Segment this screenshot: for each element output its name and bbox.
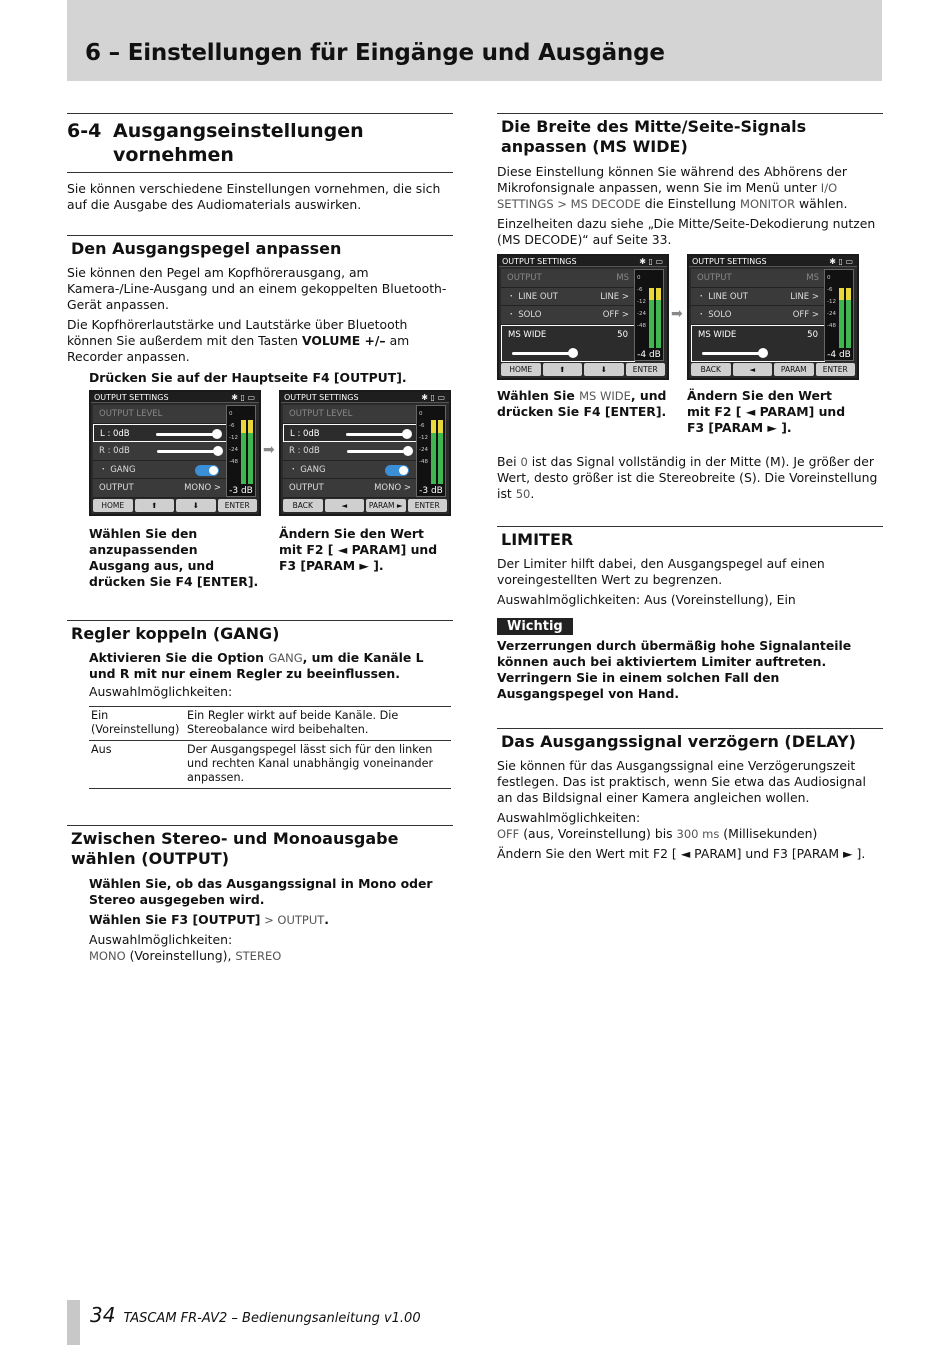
caption-change-ms-value: Ändern Sie den Wert mit F2 [ ◄ PARAM] und F3 [PARAM ► ]. <box>687 388 846 435</box>
caption-select-output: Wählen Sie den anzupassenden Ausgang aus, und drücken Sie F4 [ENTER]. <box>89 526 259 589</box>
arrow-right-icon: ➡ <box>671 306 683 322</box>
delay-options-label: Auswahlmöglichkeiten: <box>497 810 641 825</box>
step-output: Drücken Sie auf der Hauptseite F4 [OUTPUT]. <box>89 370 407 385</box>
level-text-2: Die Kopfhörerlautstärke und Lautstärke über Bluetooth können Sie außerdem mit den Tasten VOLUME +/– am Recorder anpassen. <box>67 317 410 364</box>
output-text-1: Wählen Sie, ob das Ausgangssignal in Mono oder Stereo ausgegeben wird. <box>89 876 433 907</box>
output-text-2: Wählen Sie F3 [OUTPUT] > OUTPUT. <box>89 912 329 927</box>
level-meter: 0 -6 -12 -24 -48 -3 dB <box>226 405 256 497</box>
footer-bar <box>67 1300 80 1345</box>
limiter-text-1: Der Limiter hilft dabei, den Ausgangspegel auf einen voreingestellten Wert zu begrenzen. <box>497 556 825 587</box>
table-row: Ein (Voreinstellung) Ein Regler wirkt auf beide Kanäle. Die Stereobalance wird beibehalten. <box>89 707 451 741</box>
gang-options-label: Auswahlmöglichkeiten: <box>89 684 233 699</box>
device-screen-ms-wide-param: OUTPUT SETTINGS ✱ ▯ ▭ OUTPUT MS ・ LINE OUT LINE > ・ SOLO OFF > MS WIDE 50 0 -6 -12 -24 -48 -4 dB BACK ◄ PARAM ENTER <box>687 254 859 380</box>
section-title: 6-4 Ausgangseinstellungen vornehmen <box>67 120 364 166</box>
ms-text-2: Einzelheiten dazu siehe „Die Mitte/Seite-Dekodierung nutzen (MS DECODE)“ auf Seite 33. <box>497 216 876 247</box>
heading-ms-wide: Die Breite des Mitte/Seite-Signals anpassen (MS WIDE) <box>501 117 807 156</box>
delay-text-2: Ändern Sie den Wert mit F2 [ ◄ PARAM] und F3 [PARAM ► ]. <box>497 846 866 861</box>
right-column <box>497 113 883 862</box>
level-meter: 0 -6 -12 -24 -48 -4 dB <box>634 269 664 361</box>
screenshot-pair-level <box>67 390 453 516</box>
chapter-title: 6 – Einstellungen für Eingänge und Ausgänge <box>85 40 665 66</box>
heading-output: Zwischen Stereo- und Monoausgabe wählen (OUTPUT) <box>71 829 399 868</box>
level-text-1: Sie können den Pegel am Kopfhörerausgang, am Kamera-/Line-Ausgang und an einem gekoppelten Bluetooth-Gerät anpassen. <box>67 265 447 312</box>
intro-text: Sie können verschiedene Einstellungen vornehmen, die sich auf die Ausgabe des Audiomaterials auswirken. <box>67 181 441 212</box>
device-screen-output-level: OUTPUT SETTINGS ✱ ▯ ▭ OUTPUT LEVEL L : 0dB R : 0dB ・ GANG OUTPUT MONO > 0 -6 -12 -24 -48 -3 dB HOME ⬆ ⬇ ENTER <box>89 390 261 516</box>
heading-gang: Regler koppeln (GANG) <box>71 624 280 643</box>
arrow-right-icon: ➡ <box>263 442 275 458</box>
heading-level: Den Ausgangspegel anpassen <box>71 239 342 258</box>
heading-delay: Das Ausgangssignal verzögern (DELAY) <box>501 732 856 751</box>
delay-text-1: Sie können für das Ausgangssignal eine Verzögerungszeit festlegen. Das ist praktisch, wenn Sie etwa das Audiosignal an das Bildsignal einer Kamera angleichen wollen. <box>497 758 866 805</box>
level-meter: 0 -6 -12 -24 -48 -4 dB <box>824 269 854 361</box>
gang-options-table <box>89 706 451 789</box>
limiter-warning: Verzerrungen durch übermäßig hohe Signalanteile können auch bei aktiviertem Limiter auftreten. Verringern Sie in einem solchen Fall den Ausgangspegel von Hand. <box>497 638 852 701</box>
device-screen-ms-wide: OUTPUT SETTINGS ✱ ▯ ▭ OUTPUT MS ・ LINE OUT LINE > ・ SOLO OFF > MS WIDE 50 0 -6 -12 -24 -48 -4 dB HOME ⬆ ⬇ ENTER <box>497 254 669 380</box>
chapter-header <box>67 0 882 81</box>
device-screen-output-level-param: OUTPUT SETTINGS ✱ ▯ ▭ OUTPUT LEVEL L : 0dB R : 0dB ・ GANG OUTPUT MONO > 0 -6 -12 -24 -48 -3 dB BACK ◄ PARAM ► ENTER <box>279 390 451 516</box>
delay-options: OFF (aus, Voreinstellung) bis 300 ms (Millisekunden) <box>497 826 818 841</box>
footer-text: TASCAM FR-AV2 – Bedienungsanleitung v1.00 <box>123 1311 421 1326</box>
gang-text: Aktivieren Sie die Option GANG, um die Kanäle L und R mit nur einem Regler zu beeinflussen. <box>89 650 424 681</box>
page-footer <box>90 1303 421 1327</box>
ms-text-1: Diese Einstellung können Sie während des Abhörens der Mikrofonsignale anpassen, wenn Sie im Menü unter I/O SETTINGS > MS DECODE die Einstellung MONITOR wählen. <box>497 164 848 211</box>
page-number: 34 <box>90 1303 116 1327</box>
output-options-label: Auswahlmöglichkeiten: <box>89 932 233 947</box>
level-meter: 0 -6 -12 -24 -48 -3 dB <box>416 405 446 497</box>
caption-select-ms-wide: Wählen Sie MS WIDE, und drücken Sie F4 [ENTER]. <box>497 388 667 419</box>
screenshot-pair-ms <box>497 254 883 380</box>
table-row: Aus Der Ausgangspegel lässt sich für den linken und rechten Kanal unabhängig voneinander anpassen. <box>89 741 451 789</box>
heading-limiter: LIMITER <box>501 530 574 549</box>
output-options: MONO (Voreinstellung), STEREO <box>89 948 282 963</box>
caption-change-value: Ändern Sie den Wert mit F2 [ ◄ PARAM] und F3 [PARAM ► ]. <box>279 526 438 573</box>
ms-text-3: Bei 0 ist das Signal vollständig in der Mitte (M). Je größer der Wert, desto größer ist die Stereobreite (S). Die Voreinstellung ist 50. <box>497 454 878 501</box>
left-column <box>67 113 453 964</box>
important-badge: Wichtig <box>497 618 573 635</box>
limiter-text-2: Auswahlmöglichkeiten: Aus (Voreinstellung), Ein <box>497 592 796 607</box>
